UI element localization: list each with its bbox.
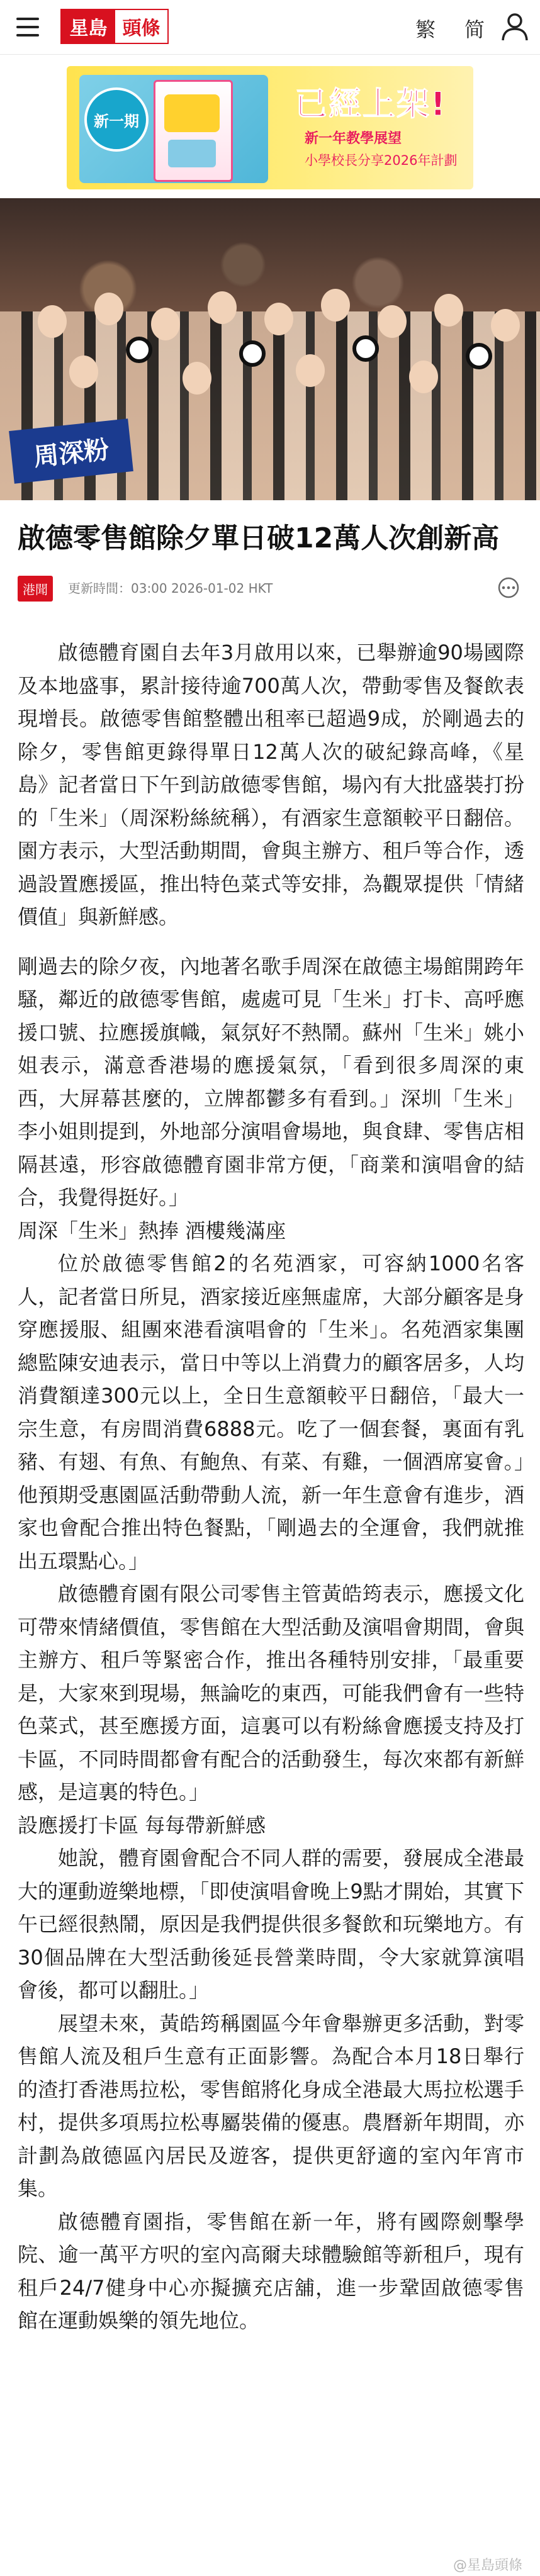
article-paragraph: 位於啟德零售館2的名苑酒家，可容納1000名客人，記者當日所見，酒家接近座無虛席，大部分顧客是身穿應援服、組團來港看演唱會的「生米」。名苑酒家集團總監陳安迪表示，當日中等以上消費力的顧客居多，人均消費額達300元以上，全日生意額較平日翻倍，「最大一宗生意，有房間消費6888元。吃了一個套餐，裏面有乳豬、有翅、有魚、有鮑魚、有菜、有雞，一個酒席宴會。」他預期受惠園區活動帶動人流，新一年生意會有進步，酒家也會配合推出特色餐點，「剛過去的全運會，我們就推出五環點心。」 [18, 1252, 524, 1573]
banner-headline: 已經上架! [295, 86, 447, 123]
site-logo[interactable] [60, 9, 169, 44]
article-paragraph: 剛過去的除夕夜，內地著名歌手周深在啟德主場館開跨年騷，鄰近的啟德零售館，處處可見「生米」打卡、高呼應援口號、拉應援旗幟，氣氛好不熱鬧。蘇州「生米」姚小姐表示，滿意香港場的應援氣氛，「看到很多周深的東西，大屏幕甚麼的，立牌都鬱多有看到。」深圳「生米」李小姐則提到，外地部分演唱會場地，與食肆、零售店相隔甚遠，形容啟德體育園非常方便，「商業和演唱會的結合，我覺得挺好。」 [18, 954, 524, 1209]
article-subheading: 設應援打卡區 每每帶新鮮感 [18, 1813, 266, 1837]
section-badge[interactable]: 港聞 [18, 576, 53, 602]
logo-part1: 星島 [62, 10, 115, 43]
new-issue-badge: 新一期 [84, 87, 149, 152]
promo-banner[interactable] [67, 66, 473, 189]
lang-traditional-button[interactable]: 繁 [415, 18, 436, 42]
article-paragraph: 啟德體育園自去年3月啟用以來，已舉辦逾90場國際及本地盛事，累計接待逾700萬人次，帶動零售及餐飲表現增長。啟德零售館整體出租率已超過9成，於剛過去的除夕，零售館更錄得單日12萬人次的破紀錄高峰，《星島》記者當日下午到訪啟德零售館，場內有大批盛裝打扮的「生米」（周深粉絲統稱），有酒家生意額較平日翻倍。園方表示，大型活動期間，會與主辦方、租戶等合作，透過設置應援區，推出特色菜式等安排，為觀眾提供「情緒價值」與新鮮感。 [18, 641, 524, 929]
article-paragraph: 展望未來，黃皓筠稱園區今年會舉辦更多活動，對零售館人流及租戶生意有正面影響。為配合本月18日舉行的渣打香港馬拉松，零售館將化身成全港最大馬拉松選手村，提供多項馬拉松專屬裝備的優惠。農曆新年期間，亦計劃為啟德區內居民及遊客，提供更舒適的室內年宵市集。 [18, 2011, 524, 2200]
article-paragraph: 啟德體育園指，零售館在新一年，將有國際劍擊學院、逾一萬平方呎的室內高爾夫球體驗館等新租戶，現有租戶24/7健身中心亦擬擴充店舖，進一步鞏固啟德零售館在運動娛樂的領先地位。 [18, 2209, 524, 2332]
fan-sign: 周深粉 [9, 418, 133, 483]
top-bar [0, 0, 540, 55]
article-subheading: 周深「生米」熱捧 酒樓幾滿座 [18, 1218, 286, 1243]
user-icon[interactable] [501, 13, 529, 42]
more-options-icon[interactable] [497, 577, 520, 598]
menu-icon[interactable] [16, 18, 39, 36]
article-meta [0, 569, 540, 607]
banner-caption: 小學校長分享2026年計劃 [305, 153, 458, 168]
article-body [18, 636, 524, 2338]
article-paragraph: 啟德體育園有限公司零售主管黃皓筠表示，應援文化可帶來情緒價值，零售館在大型活動及演唱會期間，會與主辦方、租戶等緊密合作，推出各種特別安排，「最重要是，大家來到現場，無論吃的東西，可能我們會有一些特色菜式，甚至應援方面，這裏可以有粉絲會應援支持及打卡區，不同時間都會有配合的活動發生，每次來都有新鮮感，是這裏的特色。」 [18, 1582, 524, 1804]
update-time: 更新時間：03:00 2026-01-02 HKT [68, 581, 273, 596]
banner-area [0, 55, 540, 198]
article-title: 啟德零售館除夕單日破12萬人次創新高 [18, 522, 500, 554]
logo-part2: 頭條 [115, 10, 167, 43]
lang-simplified-button[interactable]: 简 [464, 18, 485, 42]
watermark: @星島頭條 [453, 2558, 523, 2573]
banner-subtitle: 新一年教學展望 [305, 131, 402, 147]
article-photo [0, 198, 540, 500]
faces-graphic [0, 280, 540, 418]
article-paragraph: 她說，體育園會配合不同人群的需要，發展成全港最大的運動遊樂地標，「即使演唱會晚上9點才開始，其實下午已經很熱鬧，原因是我們提供很多餐飲和玩樂地方。有30個品牌在大型活動後延長營業時間，令大家就算演唱會後，都可以翻肚。」 [18, 1846, 524, 2002]
